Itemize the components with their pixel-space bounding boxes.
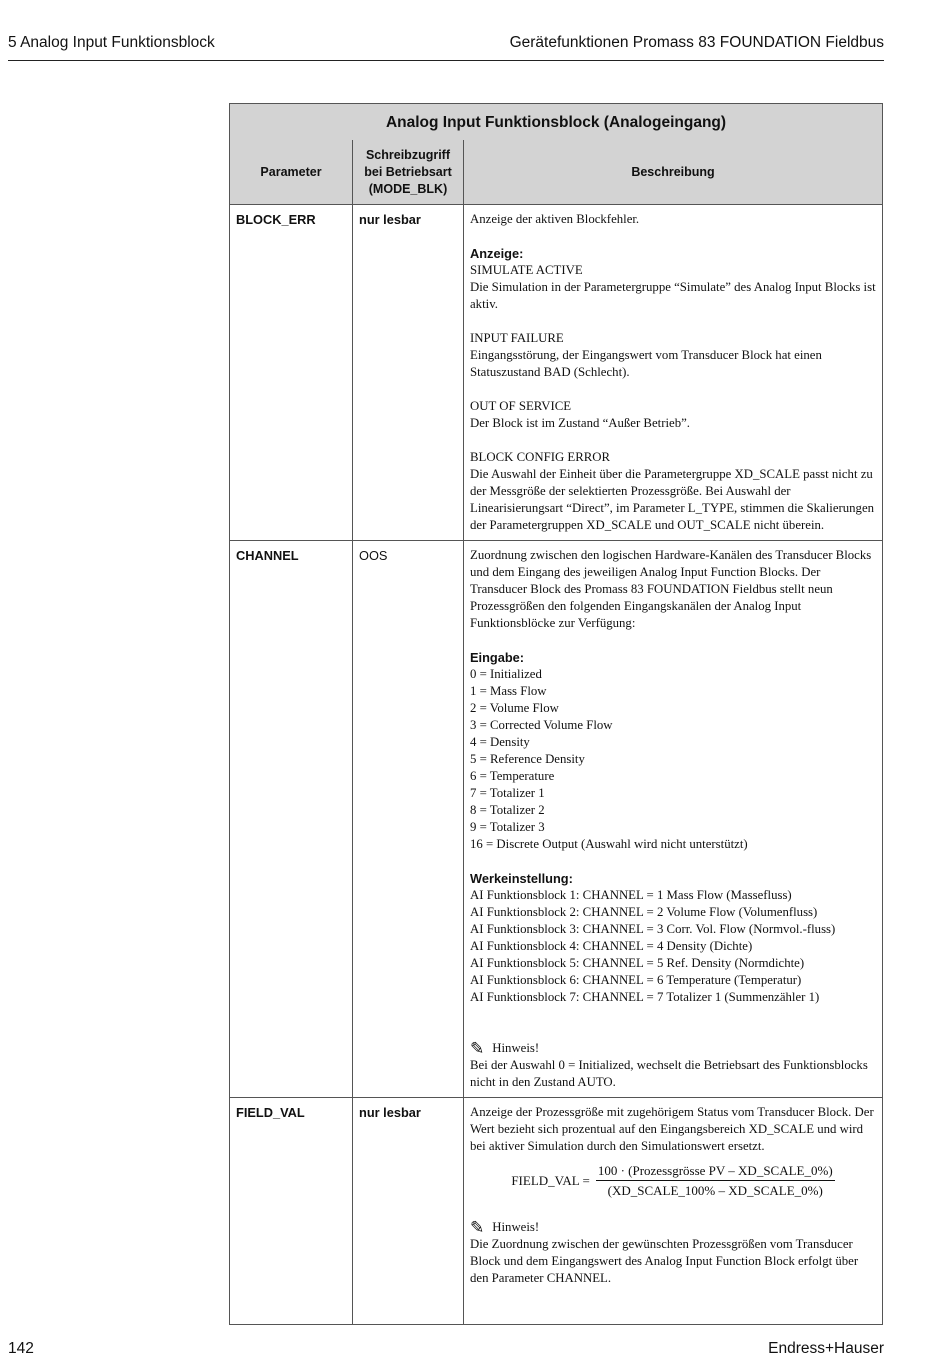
note-text: Bei der Auswahl 0 = Initialized, wechselt die Betriebsart des Funktionsblocks nicht in den Zustand AUTO. [470, 1058, 868, 1089]
factory-setting: AI Funktionsblock 7: CHANNEL = 7 Totalizer 1 (Summenzähler 1) [470, 990, 820, 1004]
factory-setting: AI Funktionsblock 4: CHANNEL = 4 Density (Dichte) [470, 939, 753, 953]
factory-setting: AI Funktionsblock 2: CHANNEL = 2 Volume Flow (Volumenfluss) [470, 905, 818, 919]
note-title: Hinweis! [492, 1041, 540, 1055]
access-mode: nur lesbar [353, 1098, 464, 1325]
description-cell [464, 1098, 883, 1325]
error-name: BLOCK CONFIG ERROR [470, 450, 611, 464]
table-row [230, 1098, 883, 1325]
description-intro: Anzeige der aktiven Blockfehler. [470, 212, 640, 226]
parameter-table [229, 103, 883, 1325]
chapter-title: 5 Analog Input Funktionsblock [8, 34, 215, 51]
input-option: 1 = Mass Flow [470, 684, 547, 698]
input-option: 6 = Temperature [470, 769, 555, 783]
input-option: 7 = Totalizer 1 [470, 786, 545, 800]
error-name: OUT OF SERVICE [470, 399, 572, 413]
error-description: Eingangsstörung, der Eingangswert vom Transducer Block hat einen Statuszustand BAD (Schlecht). [470, 348, 822, 379]
formula-numerator: 100 · (Prozessgrösse PV – XD_SCALE_0%) [596, 1162, 835, 1181]
pencil-icon: ✎ [470, 1039, 485, 1058]
access-header-line: Schreibzugriff [365, 147, 451, 162]
input-option: 4 = Density [470, 735, 530, 749]
access-header-line: (MODE_BLK) [368, 181, 448, 196]
document-title: Gerätefunktionen Promass 83 FOUNDATION Fieldbus [509, 34, 884, 51]
access-mode: OOS [353, 541, 464, 1098]
input-option: 2 = Volume Flow [470, 701, 559, 715]
factory-setting: AI Funktionsblock 6: CHANNEL = 6 Temperature (Temperatur) [470, 973, 802, 987]
formula-lhs: FIELD_VAL = [511, 1173, 590, 1188]
access-mode: nur lesbar [353, 205, 464, 541]
column-header-access [353, 140, 464, 205]
page-header [8, 32, 884, 61]
description-cell [464, 205, 883, 541]
factory-setting-label: Werkeinstellung: [470, 871, 573, 886]
input-option: 8 = Totalizer 2 [470, 803, 545, 817]
parameter-name: FIELD_VAL [230, 1098, 353, 1325]
note-box [470, 1219, 876, 1287]
display-label: Anzeige: [470, 246, 524, 261]
input-option: 3 = Corrected Volume Flow [470, 718, 613, 732]
error-description: Die Auswahl der Einheit über die Parametergruppe XD_SCALE passt nicht zu der Messgröße der selektierten Prozessgröße. Bei Auswahl der Linearisierungsart “Direct”, im Parameter L_TYPE, stimmen die Skalierungen der Parametergruppen XD_SCALE und OUT_SCALE nicht überein. [470, 467, 875, 532]
pencil-icon: ✎ [470, 1218, 485, 1237]
error-description: Die Simulation in der Parametergruppe “Simulate” des Analog Input Blocks ist aktiv. [470, 280, 876, 311]
input-option: 16 = Discrete Output (Auswahl wird nicht unterstützt) [470, 837, 748, 851]
brand-name: Endress+Hauser [768, 1340, 884, 1357]
input-option: 9 = Totalizer 3 [470, 820, 545, 834]
table-row [230, 541, 883, 1098]
input-option: 5 = Reference Density [470, 752, 585, 766]
input-label: Eingabe: [470, 650, 525, 665]
table-row [230, 205, 883, 541]
error-name: SIMULATE ACTIVE [470, 263, 583, 277]
access-header-line: bei Betriebsart [364, 164, 452, 179]
factory-setting: AI Funktionsblock 3: CHANNEL = 3 Corr. Vol. Flow (Normvol.-fluss) [470, 922, 836, 936]
description-intro: Zuordnung zwischen den logischen Hardware-Kanälen des Transducer Blocks und dem Eingang des jeweiligen Analog Input Function Blocks. Der Transducer Block des Promass 83 FOUNDATION Fieldbus stellt neun Prozessgrößen den folgenden Eingangskanälen der Analog Input Funktionsblöcke zur Verfügung: [470, 548, 872, 630]
parameter-name: BLOCK_ERR [230, 205, 353, 541]
table-title: Analog Input Funktionsblock (Analogeingang) [230, 104, 883, 141]
note-text: Die Zuordnung zwischen der gewünschten Prozessgrößen vom Transducer Block und dem Eingangswert des Analog Input Function Block erfolgt über den Parameter CHANNEL. [470, 1237, 859, 1285]
description-cell [464, 541, 883, 1098]
note-title: Hinweis! [492, 1220, 540, 1234]
factory-setting: AI Funktionsblock 5: CHANNEL = 5 Ref. Density (Normdichte) [470, 956, 805, 970]
field-val-formula [470, 1162, 876, 1199]
error-name: INPUT FAILURE [470, 331, 564, 345]
column-header-description: Beschreibung [464, 140, 883, 205]
error-description: Der Block ist im Zustand “Außer Betrieb”. [470, 416, 690, 430]
formula-denominator: (XD_SCALE_100% – XD_SCALE_0%) [607, 1183, 823, 1198]
description-intro: Anzeige der Prozessgröße mit zugehörigem Status vom Transducer Block. Der Wert bezieht sich prozentual auf den Eingangsbereich XD_SCALE und wird bei aktiver Simulation durch den Simulationswert ersetzt. [470, 1105, 874, 1153]
input-option: 0 = Initialized [470, 667, 542, 681]
factory-setting: AI Funktionsblock 1: CHANNEL = 1 Mass Flow (Massefluss) [470, 888, 792, 902]
parameter-name: CHANNEL [230, 541, 353, 1098]
formula-fraction [596, 1162, 835, 1199]
note-box [470, 1040, 876, 1091]
column-header-parameter: Parameter [230, 140, 353, 205]
page-number: 142 [8, 1340, 34, 1357]
